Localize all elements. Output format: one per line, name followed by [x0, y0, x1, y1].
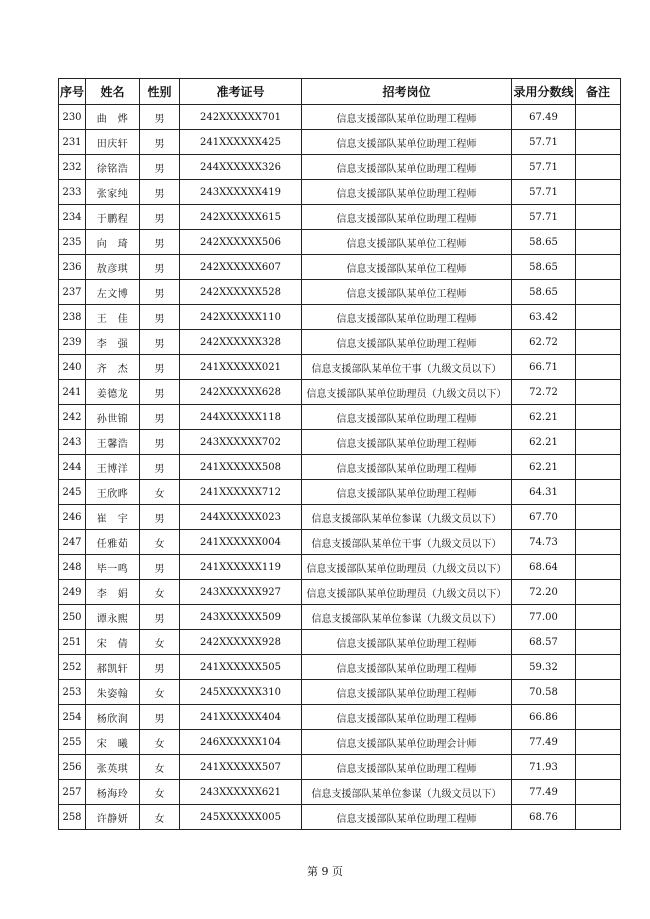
cell-exam-id: 242XXXXXX928 [180, 630, 302, 655]
cell-exam-id: 242XXXXXX615 [180, 205, 302, 230]
table-row [59, 805, 621, 830]
cell-name: 杨欣润 [86, 705, 140, 730]
cell-gender: 男 [140, 230, 180, 255]
cell-name: 宋 曦 [86, 730, 140, 755]
table-row [59, 405, 621, 430]
cell-score: 77.49 [512, 780, 576, 805]
cell-score: 62.21 [512, 455, 576, 480]
cell-position: 信息支援部队某单位助理工程师 [302, 455, 512, 480]
cell-remark [576, 155, 621, 180]
cell-score: 77.49 [512, 730, 576, 755]
cell-score: 62.21 [512, 430, 576, 455]
cell-name: 孙世锦 [86, 405, 140, 430]
cell-serial-number: 237 [59, 280, 86, 305]
cell-serial-number: 257 [59, 780, 86, 805]
cell-remark [576, 455, 621, 480]
cell-name: 姜德龙 [86, 380, 140, 405]
cell-remark [576, 405, 621, 430]
cell-exam-id: 242XXXXXX628 [180, 380, 302, 405]
table-body [59, 105, 621, 830]
table-row [59, 605, 621, 630]
cell-gender: 男 [140, 430, 180, 455]
cell-remark [576, 630, 621, 655]
cell-exam-id: 243XXXXXX702 [180, 430, 302, 455]
cell-remark [576, 355, 621, 380]
cell-position: 信息支援部队某单位助理员（九级文员以下） [302, 555, 512, 580]
cell-name: 杨海玲 [86, 780, 140, 805]
cell-position: 信息支援部队某单位助理工程师 [302, 655, 512, 680]
table-row [59, 730, 621, 755]
cell-name: 宋 倩 [86, 630, 140, 655]
cell-serial-number: 243 [59, 430, 86, 455]
cell-serial-number: 236 [59, 255, 86, 280]
cell-position: 信息支援部队某单位助理工程师 [302, 755, 512, 780]
cell-score: 74.73 [512, 530, 576, 555]
cell-gender: 女 [140, 580, 180, 605]
cell-exam-id: 243XXXXXX927 [180, 580, 302, 605]
cell-gender: 女 [140, 780, 180, 805]
table-row [59, 130, 621, 155]
cell-position: 信息支援部队某单位工程师 [302, 255, 512, 280]
cell-serial-number: 255 [59, 730, 86, 755]
cell-exam-id: 246XXXXXX104 [180, 730, 302, 755]
cell-serial-number: 246 [59, 505, 86, 530]
cell-remark [576, 505, 621, 530]
cell-exam-id: 241XXXXXX712 [180, 480, 302, 505]
table-row [59, 505, 621, 530]
cell-serial-number: 253 [59, 680, 86, 705]
cell-name: 张家纯 [86, 180, 140, 205]
cell-exam-id: 242XXXXXX328 [180, 330, 302, 355]
cell-gender: 女 [140, 730, 180, 755]
header-exam-id: 准考证号 [180, 79, 302, 105]
cell-name: 任雅茹 [86, 530, 140, 555]
cell-remark [576, 430, 621, 455]
cell-serial-number: 251 [59, 630, 86, 655]
table-row [59, 205, 621, 230]
cell-exam-id: 241XXXXXX425 [180, 130, 302, 155]
cell-exam-id: 242XXXXXX528 [180, 280, 302, 305]
table-row [59, 655, 621, 680]
cell-exam-id: 245XXXXXX005 [180, 805, 302, 830]
cell-gender: 男 [140, 305, 180, 330]
cell-serial-number: 242 [59, 405, 86, 430]
cell-position: 信息支援部队某单位干事（九级文员以下） [302, 355, 512, 380]
cell-position: 信息支援部队某单位助理工程师 [302, 180, 512, 205]
cell-score: 72.72 [512, 380, 576, 405]
cell-exam-id: 242XXXXXX110 [180, 305, 302, 330]
table-row [59, 380, 621, 405]
table-row [59, 330, 621, 355]
cell-exam-id: 241XXXXXX119 [180, 555, 302, 580]
cell-remark [576, 605, 621, 630]
cell-serial-number: 254 [59, 705, 86, 730]
cell-remark [576, 130, 621, 155]
admission-score-table [58, 78, 621, 830]
cell-name: 许静妍 [86, 805, 140, 830]
cell-score: 58.65 [512, 230, 576, 255]
cell-remark [576, 805, 621, 830]
cell-remark [576, 305, 621, 330]
table-row [59, 455, 621, 480]
cell-position: 信息支援部队某单位助理员（九级文员以下） [302, 380, 512, 405]
cell-score: 58.65 [512, 255, 576, 280]
cell-name: 于鹏程 [86, 205, 140, 230]
table-row [59, 680, 621, 705]
cell-gender: 女 [140, 630, 180, 655]
table-row [59, 705, 621, 730]
cell-gender: 男 [140, 255, 180, 280]
cell-serial-number: 250 [59, 605, 86, 630]
cell-gender: 女 [140, 530, 180, 555]
cell-serial-number: 235 [59, 230, 86, 255]
cell-remark [576, 530, 621, 555]
cell-remark [576, 655, 621, 680]
cell-score: 68.57 [512, 630, 576, 655]
cell-name: 王馨浩 [86, 430, 140, 455]
cell-position: 信息支援部队某单位工程师 [302, 230, 512, 255]
cell-remark [576, 380, 621, 405]
cell-gender: 男 [140, 655, 180, 680]
cell-score: 71.93 [512, 755, 576, 780]
table-row [59, 230, 621, 255]
table-row [59, 155, 621, 180]
cell-score: 66.71 [512, 355, 576, 380]
cell-gender: 男 [140, 405, 180, 430]
cell-score: 59.32 [512, 655, 576, 680]
cell-score: 77.00 [512, 605, 576, 630]
cell-remark [576, 180, 621, 205]
cell-remark [576, 330, 621, 355]
cell-gender: 男 [140, 330, 180, 355]
cell-serial-number: 234 [59, 205, 86, 230]
cell-position: 信息支援部队某单位助理工程师 [302, 805, 512, 830]
cell-score: 68.76 [512, 805, 576, 830]
table-row [59, 255, 621, 280]
cell-gender: 男 [140, 605, 180, 630]
cell-score: 57.71 [512, 155, 576, 180]
cell-position: 信息支援部队某单位助理员（九级文员以下） [302, 580, 512, 605]
cell-serial-number: 247 [59, 530, 86, 555]
cell-position: 信息支援部队某单位助理工程师 [302, 155, 512, 180]
cell-name: 曲 烨 [86, 105, 140, 130]
cell-gender: 男 [140, 130, 180, 155]
cell-position: 信息支援部队某单位助理会计师 [302, 730, 512, 755]
cell-exam-id: 243XXXXXX419 [180, 180, 302, 205]
cell-score: 63.42 [512, 305, 576, 330]
cell-exam-id: 242XXXXXX607 [180, 255, 302, 280]
cell-serial-number: 230 [59, 105, 86, 130]
cell-position: 信息支援部队某单位参谋（九级文员以下） [302, 605, 512, 630]
header-gender: 性别 [140, 79, 180, 105]
cell-gender: 女 [140, 805, 180, 830]
cell-gender: 女 [140, 755, 180, 780]
cell-gender: 男 [140, 705, 180, 730]
cell-score: 57.71 [512, 205, 576, 230]
table-row [59, 755, 621, 780]
cell-serial-number: 244 [59, 455, 86, 480]
cell-exam-id: 242XXXXXX506 [180, 230, 302, 255]
cell-name: 左文博 [86, 280, 140, 305]
cell-remark [576, 280, 621, 305]
cell-serial-number: 252 [59, 655, 86, 680]
cell-gender: 男 [140, 555, 180, 580]
cell-remark [576, 780, 621, 805]
cell-exam-id: 243XXXXXX621 [180, 780, 302, 805]
cell-serial-number: 231 [59, 130, 86, 155]
table-row [59, 780, 621, 805]
cell-remark [576, 480, 621, 505]
table-row [59, 105, 621, 130]
cell-position: 信息支援部队某单位干事（九级文员以下） [302, 530, 512, 555]
cell-name: 郝凯轩 [86, 655, 140, 680]
cell-exam-id: 241XXXXXX021 [180, 355, 302, 380]
cell-score: 66.86 [512, 705, 576, 730]
cell-serial-number: 232 [59, 155, 86, 180]
cell-position: 信息支援部队某单位助理工程师 [302, 205, 512, 230]
cell-position: 信息支援部队某单位助理工程师 [302, 305, 512, 330]
cell-remark [576, 105, 621, 130]
table-row [59, 630, 621, 655]
cell-serial-number: 248 [59, 555, 86, 580]
cell-serial-number: 238 [59, 305, 86, 330]
table-row [59, 305, 621, 330]
cell-exam-id: 241XXXXXX507 [180, 755, 302, 780]
cell-serial-number: 240 [59, 355, 86, 380]
cell-gender: 男 [140, 355, 180, 380]
cell-gender: 男 [140, 205, 180, 230]
cell-gender: 男 [140, 505, 180, 530]
cell-gender: 男 [140, 105, 180, 130]
cell-gender: 男 [140, 455, 180, 480]
cell-score: 62.72 [512, 330, 576, 355]
cell-position: 信息支援部队某单位助理工程师 [302, 130, 512, 155]
cell-score: 62.21 [512, 405, 576, 430]
cell-serial-number: 239 [59, 330, 86, 355]
cell-exam-id: 243XXXXXX509 [180, 605, 302, 630]
table-row [59, 480, 621, 505]
cell-name: 李 强 [86, 330, 140, 355]
cell-remark [576, 755, 621, 780]
cell-remark [576, 230, 621, 255]
table-row [59, 555, 621, 580]
cell-name: 毕一鸣 [86, 555, 140, 580]
table-row [59, 180, 621, 205]
cell-position: 信息支援部队某单位参谋（九级文员以下） [302, 505, 512, 530]
header-score-line: 录用分数线 [512, 79, 576, 105]
cell-score: 57.71 [512, 180, 576, 205]
table-row [59, 280, 621, 305]
cell-name: 崔 宇 [86, 505, 140, 530]
cell-position: 信息支援部队某单位助理工程师 [302, 680, 512, 705]
cell-name: 田庆轩 [86, 130, 140, 155]
cell-remark [576, 255, 621, 280]
cell-name: 谭永熙 [86, 605, 140, 630]
cell-remark [576, 555, 621, 580]
cell-position: 信息支援部队某单位工程师 [302, 280, 512, 305]
cell-name: 张英琪 [86, 755, 140, 780]
cell-serial-number: 245 [59, 480, 86, 505]
table-row [59, 580, 621, 605]
cell-gender: 男 [140, 180, 180, 205]
cell-remark [576, 680, 621, 705]
cell-serial-number: 233 [59, 180, 86, 205]
table-row [59, 530, 621, 555]
cell-remark [576, 730, 621, 755]
cell-exam-id: 244XXXXXX118 [180, 405, 302, 430]
cell-exam-id: 241XXXXXX404 [180, 705, 302, 730]
cell-name: 朱姿翰 [86, 680, 140, 705]
cell-score: 57.71 [512, 130, 576, 155]
cell-position: 信息支援部队某单位助理工程师 [302, 705, 512, 730]
page-number: 第 9 页 [307, 865, 343, 878]
cell-exam-id: 241XXXXXX508 [180, 455, 302, 480]
cell-gender: 女 [140, 480, 180, 505]
cell-remark [576, 580, 621, 605]
cell-gender: 女 [140, 680, 180, 705]
cell-position: 信息支援部队某单位参谋（九级文员以下） [302, 780, 512, 805]
cell-exam-id: 242XXXXXX701 [180, 105, 302, 130]
cell-position: 信息支援部队某单位助理工程师 [302, 105, 512, 130]
cell-exam-id: 245XXXXXX310 [180, 680, 302, 705]
cell-serial-number: 256 [59, 755, 86, 780]
cell-gender: 男 [140, 280, 180, 305]
cell-name: 敖彦琪 [86, 255, 140, 280]
table-header-row [59, 79, 621, 105]
header-serial-number: 序号 [59, 79, 86, 105]
cell-score: 70.58 [512, 680, 576, 705]
table-row [59, 355, 621, 380]
cell-serial-number: 241 [59, 380, 86, 405]
cell-score: 67.70 [512, 505, 576, 530]
cell-remark [576, 205, 621, 230]
cell-score: 68.64 [512, 555, 576, 580]
cell-exam-id: 241XXXXXX004 [180, 530, 302, 555]
cell-name: 齐 杰 [86, 355, 140, 380]
cell-name: 李 娟 [86, 580, 140, 605]
table-row [59, 430, 621, 455]
cell-exam-id: 241XXXXXX505 [180, 655, 302, 680]
cell-name: 王 佳 [86, 305, 140, 330]
cell-score: 72.20 [512, 580, 576, 605]
cell-gender: 男 [140, 155, 180, 180]
cell-gender: 男 [140, 380, 180, 405]
cell-name: 徐铭浩 [86, 155, 140, 180]
cell-name: 向 琦 [86, 230, 140, 255]
cell-serial-number: 258 [59, 805, 86, 830]
cell-exam-id: 244XXXXXX023 [180, 505, 302, 530]
cell-name: 王博洋 [86, 455, 140, 480]
header-name: 姓名 [86, 79, 140, 105]
cell-position: 信息支援部队某单位助理工程师 [302, 430, 512, 455]
cell-serial-number: 249 [59, 580, 86, 605]
cell-name: 王欣晔 [86, 480, 140, 505]
cell-position: 信息支援部队某单位助理工程师 [302, 330, 512, 355]
cell-exam-id: 244XXXXXX326 [180, 155, 302, 180]
cell-position: 信息支援部队某单位助理工程师 [302, 480, 512, 505]
cell-score: 64.31 [512, 480, 576, 505]
cell-score: 58.65 [512, 280, 576, 305]
cell-position: 信息支援部队某单位助理工程师 [302, 405, 512, 430]
cell-position: 信息支援部队某单位助理工程师 [302, 630, 512, 655]
cell-remark [576, 705, 621, 730]
header-remark: 备注 [576, 79, 621, 105]
cell-score: 67.49 [512, 105, 576, 130]
header-position: 招考岗位 [302, 79, 512, 105]
